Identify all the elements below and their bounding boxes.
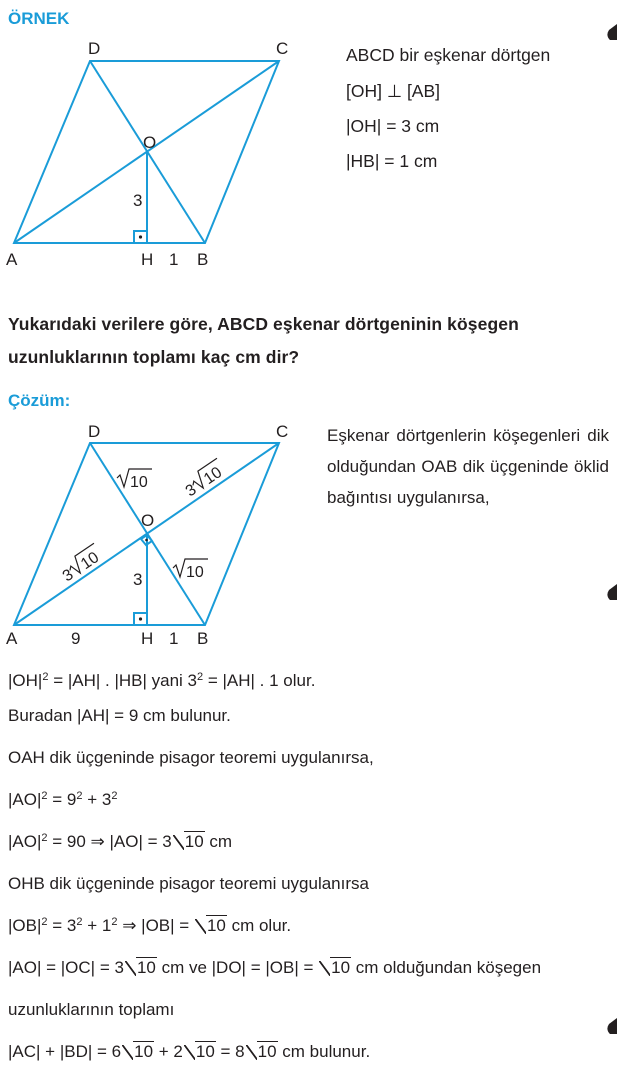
label-ah-length: 9 bbox=[71, 629, 81, 648]
label-h: H bbox=[141, 250, 154, 269]
label-b: B bbox=[197, 250, 209, 269]
ob-radicand: 10 bbox=[186, 564, 204, 581]
step-ah-result: Buradan |AH| = 9 cm bulunur. bbox=[8, 706, 231, 725]
rhombus-figure-1 bbox=[0, 30, 330, 280]
sqrt-symbol: 10 bbox=[246, 1042, 278, 1062]
sqrt-symbol: 10 bbox=[319, 958, 351, 978]
page-edge-marker-icon bbox=[605, 584, 617, 600]
given-hb: |HB| = 1 cm bbox=[346, 151, 438, 171]
label-c: C bbox=[276, 422, 289, 441]
page-edge-marker-icon bbox=[605, 1018, 617, 1034]
step-ao-squared: $|AO|^2 = 9^2 + 3^2$ bbox=[8, 790, 118, 809]
step-diagonal-halves: |AO| = |OC| = 3 10 cm ve |DO| = |OB| = 10 cm olduğundan köşegen bbox=[8, 958, 542, 977]
sqrt-symbol: 10 bbox=[122, 1042, 154, 1062]
step-sum-label: uzunluklarının toplamı bbox=[8, 1000, 175, 1019]
label-o: O bbox=[141, 511, 155, 530]
label-d: D bbox=[88, 39, 101, 58]
step-euclid: $|OH|^2 = |AH|$ . |HB| yani $3^2 = |AH|$ . 1 olur. bbox=[8, 671, 316, 690]
sqrt-symbol: 10 bbox=[195, 916, 227, 936]
svg-text:3: 3 bbox=[59, 566, 77, 586]
label-b: B bbox=[197, 629, 209, 648]
rhombus-figure-2 bbox=[0, 410, 320, 655]
given-oh: |OH| = 3 cm bbox=[346, 116, 440, 136]
solution-heading: Çözüm: bbox=[8, 391, 71, 410]
label-h: H bbox=[141, 629, 154, 648]
label-oh-length: 3 bbox=[133, 191, 143, 210]
svg-text:3: 3 bbox=[182, 481, 200, 501]
question-line-2: uzunluklarının toplamı kaç cm dir? bbox=[8, 347, 300, 367]
label-o: O bbox=[143, 133, 157, 152]
step-ohb-pythagoras: OHB dik üçgeninde pisagor teoremi uygulanırsa bbox=[8, 874, 369, 893]
label-hb-length: 1 bbox=[169, 629, 179, 648]
example-heading: ÖRNEK bbox=[8, 9, 70, 28]
sqrt-symbol: 10 bbox=[184, 1042, 216, 1062]
step-ob-result: $|OB|^2 = 3^2 + 1^2$ ⇒ |OB| = 10 cm olur. bbox=[8, 916, 292, 935]
label-do-length bbox=[117, 469, 152, 491]
step-final-answer: |AC| + |BD| = 6 10 + 2 10 = 8 10 cm bulunur. bbox=[8, 1042, 371, 1061]
sqrt-symbol: 10 bbox=[173, 832, 205, 852]
step-ao-result: $|AO|^2 = 90$ ⇒ |AO| = 3 10 cm bbox=[8, 832, 233, 851]
label-oh-length: 3 bbox=[133, 570, 143, 589]
question-line-1: Yukarıdaki verilere göre, ABCD eşkenar dörtgeninin köşegen bbox=[8, 314, 519, 334]
ao-radicand: 10 bbox=[77, 548, 103, 574]
given-perpendicular: [OH] ⊥ [AB] bbox=[346, 81, 441, 101]
step-oah-pythagoras: OAH dik üçgeninde pisagor teoremi uygulanırsa, bbox=[8, 748, 374, 767]
label-hb-length: 1 bbox=[169, 250, 179, 269]
solution-intro: Eşkenar dörtgenlerin köşegenleri dik olduğundan OAB dik üçgeninde öklid bağıntısı uygulanırsa, bbox=[327, 426, 609, 507]
oc-radicand: 10 bbox=[200, 463, 226, 489]
label-d: D bbox=[88, 422, 101, 441]
label-ob-length bbox=[173, 559, 208, 581]
label-a: A bbox=[6, 250, 18, 269]
given-rhombus: ABCD bir eşkenar dörtgen bbox=[346, 45, 551, 65]
label-a: A bbox=[6, 629, 18, 648]
label-c: C bbox=[276, 39, 289, 58]
do-radicand: 10 bbox=[130, 474, 148, 491]
page-edge-marker-icon bbox=[605, 24, 617, 40]
sqrt-symbol: 10 bbox=[125, 958, 157, 978]
